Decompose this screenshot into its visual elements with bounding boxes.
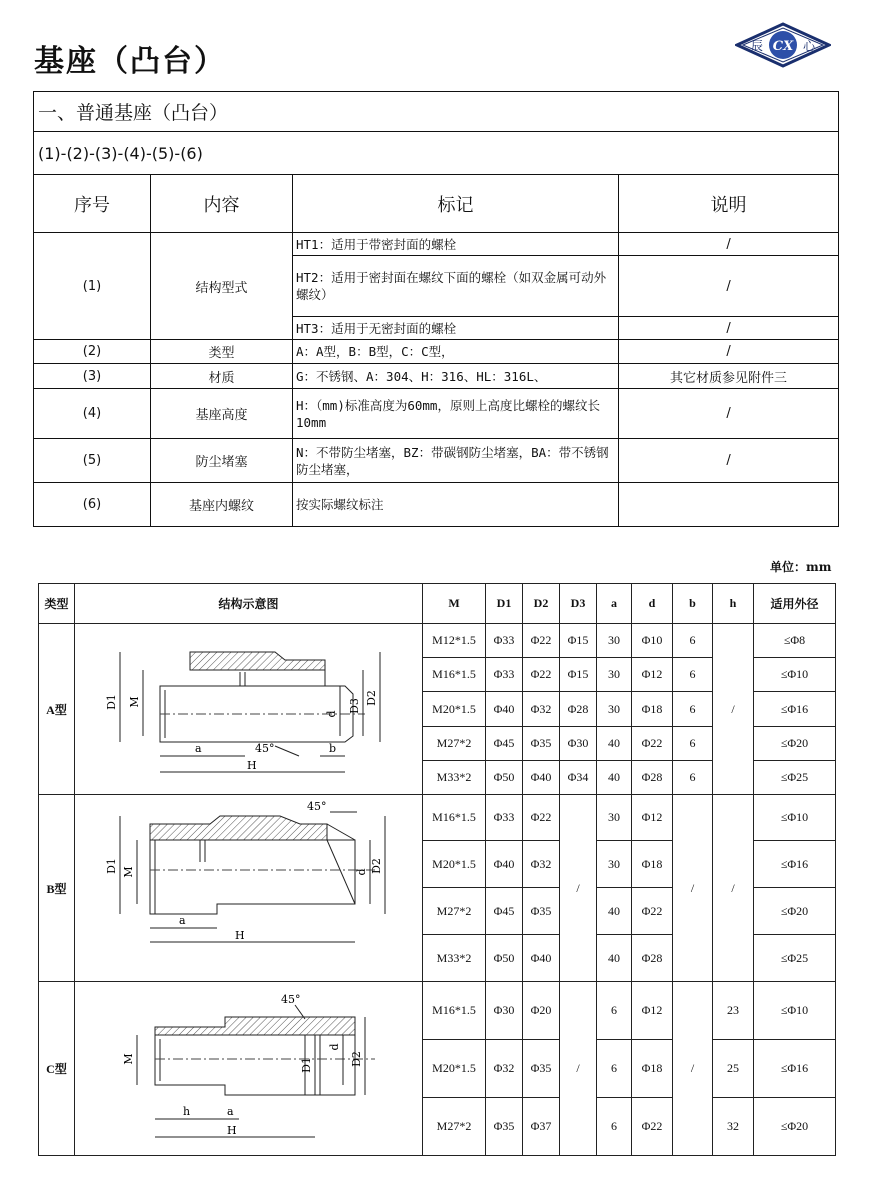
a4-d3: Φ30 — [560, 727, 597, 761]
a5-a: 40 — [597, 761, 632, 795]
row3-mark: G：不锈钢、A：304、H：316、HL：316L、 — [293, 364, 619, 389]
a5-od: ≤Φ25 — [754, 761, 836, 795]
b1-d: Φ12 — [632, 795, 673, 841]
b2-a: 30 — [597, 841, 632, 888]
a5-d2: Φ40 — [523, 761, 560, 795]
a1-d3: Φ15 — [560, 624, 597, 658]
label-a-angle: 45° — [255, 742, 275, 755]
a2-d2: Φ22 — [523, 658, 560, 692]
type-a-diagram — [75, 624, 421, 794]
c2-od: ≤Φ16 — [754, 1040, 836, 1098]
dh-m: M — [423, 584, 486, 624]
a5-d: Φ28 — [632, 761, 673, 795]
row1-mark-ht1: HT1：适用于带密封面的螺栓 — [293, 233, 619, 256]
a2-d3: Φ15 — [560, 658, 597, 692]
b3-d2: Φ35 — [523, 888, 560, 935]
c1-m: M16*1.5 — [423, 982, 486, 1040]
dh-d: d — [632, 584, 673, 624]
dh-a: a — [597, 584, 632, 624]
label-c-hh: H — [227, 1123, 237, 1137]
header-content: 内容 — [151, 175, 293, 233]
b3-a: 40 — [597, 888, 632, 935]
b4-a: 40 — [597, 935, 632, 982]
label-a-d: d — [325, 710, 338, 718]
drawing-type-c — [75, 982, 423, 1156]
row1-content: 结构型式 — [151, 233, 293, 340]
label-a-a: a — [195, 742, 202, 755]
b1-a: 30 — [597, 795, 632, 841]
label-c-a: a — [227, 1104, 234, 1118]
label-a-m: M — [128, 696, 141, 708]
label-c-m: M — [122, 1052, 135, 1065]
a2-b: 6 — [673, 658, 713, 692]
b4-d: Φ28 — [632, 935, 673, 982]
company-logo — [735, 22, 831, 68]
a4-b: 6 — [673, 727, 713, 761]
b2-d2: Φ32 — [523, 841, 560, 888]
a4-d2: Φ35 — [523, 727, 560, 761]
a3-b: 6 — [673, 692, 713, 727]
label-b-a: a — [179, 914, 186, 927]
a2-d1: Φ33 — [486, 658, 523, 692]
label-b-d: d — [355, 868, 368, 876]
a-h-merged: / — [713, 624, 754, 795]
b2-od: ≤Φ16 — [754, 841, 836, 888]
unit-label: 单位：mm — [770, 560, 832, 574]
b3-d: Φ22 — [632, 888, 673, 935]
code-format: (1)-(2)-(3)-(4)-(5)-(6) — [34, 132, 839, 175]
logo-right-char: 心 — [802, 39, 816, 53]
row2-note: / — [619, 340, 839, 364]
c-b-merged: / — [673, 982, 713, 1156]
label-b-d1: D1 — [105, 858, 118, 874]
row6-no: (6) — [34, 483, 151, 527]
row3-note: 其它材质参见附件三 — [619, 364, 839, 389]
c1-a: 6 — [597, 982, 632, 1040]
row2-mark: A：A型，B：B型，C：C型， — [293, 340, 619, 364]
row4-mark: H：（mm)标准高度为60mm，原则上高度比螺栓的螺纹长10mm — [293, 389, 619, 439]
header-no: 序号 — [34, 175, 151, 233]
label-a-d3: D3 — [348, 698, 361, 714]
a1-m: M12*1.5 — [423, 624, 486, 658]
a4-a: 40 — [597, 727, 632, 761]
page-title: 基座（凸台） — [34, 44, 226, 79]
c2-d1: Φ32 — [486, 1040, 523, 1098]
logo-left-char: 辰 — [750, 39, 764, 53]
a5-b: 6 — [673, 761, 713, 795]
a4-od: ≤Φ20 — [754, 727, 836, 761]
a1-b: 6 — [673, 624, 713, 658]
row1-note-ht3: / — [619, 317, 839, 340]
type-a-label: A型 — [39, 624, 75, 795]
label-b-m: M — [122, 866, 135, 878]
b1-d2: Φ22 — [523, 795, 560, 841]
c3-d1: Φ35 — [486, 1098, 523, 1156]
header-note: 说明 — [619, 175, 839, 233]
c2-d2: Φ35 — [523, 1040, 560, 1098]
a3-d: Φ18 — [632, 692, 673, 727]
a1-a: 30 — [597, 624, 632, 658]
b2-d1: Φ40 — [486, 841, 523, 888]
row5-note: / — [619, 439, 839, 483]
row4-content: 基座高度 — [151, 389, 293, 439]
c1-h: 23 — [713, 982, 754, 1040]
c3-m: M27*2 — [423, 1098, 486, 1156]
dimension-table — [38, 583, 836, 1156]
row4-note: / — [619, 389, 839, 439]
row2-content: 类型 — [151, 340, 293, 364]
c2-m: M20*1.5 — [423, 1040, 486, 1098]
b3-od: ≤Φ20 — [754, 888, 836, 935]
row5-no: (5) — [34, 439, 151, 483]
c1-d: Φ12 — [632, 982, 673, 1040]
b-d3-merged: / — [560, 795, 597, 982]
row6-content: 基座内螺纹 — [151, 483, 293, 527]
label-b-angle: 45° — [307, 800, 327, 813]
c2-a: 6 — [597, 1040, 632, 1098]
logo-center-text: CX — [772, 39, 794, 54]
b-b-merged: / — [673, 795, 713, 982]
row5-content: 防尘堵塞 — [151, 439, 293, 483]
b-h-merged: / — [713, 795, 754, 982]
b3-d1: Φ45 — [486, 888, 523, 935]
a3-m: M20*1.5 — [423, 692, 486, 727]
drawing-type-b — [75, 795, 423, 982]
header-mark: 标记 — [293, 175, 619, 233]
dh-d1: D1 — [486, 584, 523, 624]
b4-m: M33*2 — [423, 935, 486, 982]
b4-d2: Φ40 — [523, 935, 560, 982]
a3-d2: Φ32 — [523, 692, 560, 727]
dh-b: b — [673, 584, 713, 624]
drawing-type-a — [75, 624, 423, 795]
a1-d: Φ10 — [632, 624, 673, 658]
row1-note-ht2: / — [619, 256, 839, 317]
b1-od: ≤Φ10 — [754, 795, 836, 841]
a4-d1: Φ45 — [486, 727, 523, 761]
a1-d2: Φ22 — [523, 624, 560, 658]
label-c-d1: D1 — [300, 1056, 313, 1073]
label-b-d2: D2 — [370, 858, 383, 874]
dh-drawing: 结构示意图 — [75, 584, 423, 624]
type-c-diagram — [75, 983, 421, 1155]
c3-a: 6 — [597, 1098, 632, 1156]
b4-od: ≤Φ25 — [754, 935, 836, 982]
row6-note — [619, 483, 839, 527]
dh-od: 适用外径 — [754, 584, 836, 624]
row1-no: (1) — [34, 233, 151, 340]
label-a-d2: D2 — [365, 690, 378, 706]
a5-m: M33*2 — [423, 761, 486, 795]
a4-d: Φ22 — [632, 727, 673, 761]
row1-mark-ht3: HT3：适用于无密封面的螺栓 — [293, 317, 619, 340]
c1-d1: Φ30 — [486, 982, 523, 1040]
dh-h: h — [713, 584, 754, 624]
row2-no: (2) — [34, 340, 151, 364]
type-b-label: B型 — [39, 795, 75, 982]
section-heading: 一、普通基座（凸台） — [34, 92, 839, 132]
c3-od: ≤Φ20 — [754, 1098, 836, 1156]
b2-m: M20*1.5 — [423, 841, 486, 888]
c-d3-merged: / — [560, 982, 597, 1156]
label-c-d: d — [328, 1042, 341, 1051]
row3-no: (3) — [34, 364, 151, 389]
code-spec-table — [33, 91, 839, 527]
c1-od: ≤Φ10 — [754, 982, 836, 1040]
row1-note-ht1: / — [619, 233, 839, 256]
dh-d2: D2 — [523, 584, 560, 624]
b4-d1: Φ50 — [486, 935, 523, 982]
a5-d1: Φ50 — [486, 761, 523, 795]
c2-d: Φ18 — [632, 1040, 673, 1098]
a5-d3: Φ34 — [560, 761, 597, 795]
a2-a: 30 — [597, 658, 632, 692]
a2-d: Φ12 — [632, 658, 673, 692]
a3-d1: Φ40 — [486, 692, 523, 727]
a1-d1: Φ33 — [486, 624, 523, 658]
label-a-b: b — [329, 742, 337, 755]
row4-no: (4) — [34, 389, 151, 439]
dh-d3: D3 — [560, 584, 597, 624]
row5-mark: N：不带防尘堵塞，BZ：带碳钢防尘堵塞，BA：带不锈钢防尘堵塞， — [293, 439, 619, 483]
row3-content: 材质 — [151, 364, 293, 389]
a3-od: ≤Φ16 — [754, 692, 836, 727]
c1-d2: Φ20 — [523, 982, 560, 1040]
label-b-h: H — [235, 929, 245, 942]
row6-mark: 按实际螺纹标注 — [293, 483, 619, 527]
b1-d1: Φ33 — [486, 795, 523, 841]
dh-type: 类型 — [39, 584, 75, 624]
a3-d3: Φ28 — [560, 692, 597, 727]
a3-a: 30 — [597, 692, 632, 727]
b3-m: M27*2 — [423, 888, 486, 935]
c3-d2: Φ37 — [523, 1098, 560, 1156]
label-c-d2: D2 — [350, 1050, 363, 1067]
a2-m: M16*1.5 — [423, 658, 486, 692]
c2-h: 25 — [713, 1040, 754, 1098]
type-c-label: C型 — [39, 982, 75, 1156]
label-c-angle: 45° — [281, 992, 301, 1006]
a2-od: ≤Φ10 — [754, 658, 836, 692]
a4-m: M27*2 — [423, 727, 486, 761]
c3-d: Φ22 — [632, 1098, 673, 1156]
label-c-h: h — [183, 1104, 191, 1118]
row1-mark-ht2: HT2：适用于密封面在螺纹下面的螺栓（如双金属可动外螺纹） — [293, 256, 619, 317]
label-a-h: H — [247, 759, 257, 772]
type-b-diagram — [75, 796, 421, 980]
b2-d: Φ18 — [632, 841, 673, 888]
c3-h: 32 — [713, 1098, 754, 1156]
label-a-d1: D1 — [105, 694, 118, 710]
a1-od: ≤Φ8 — [754, 624, 836, 658]
b1-m: M16*1.5 — [423, 795, 486, 841]
